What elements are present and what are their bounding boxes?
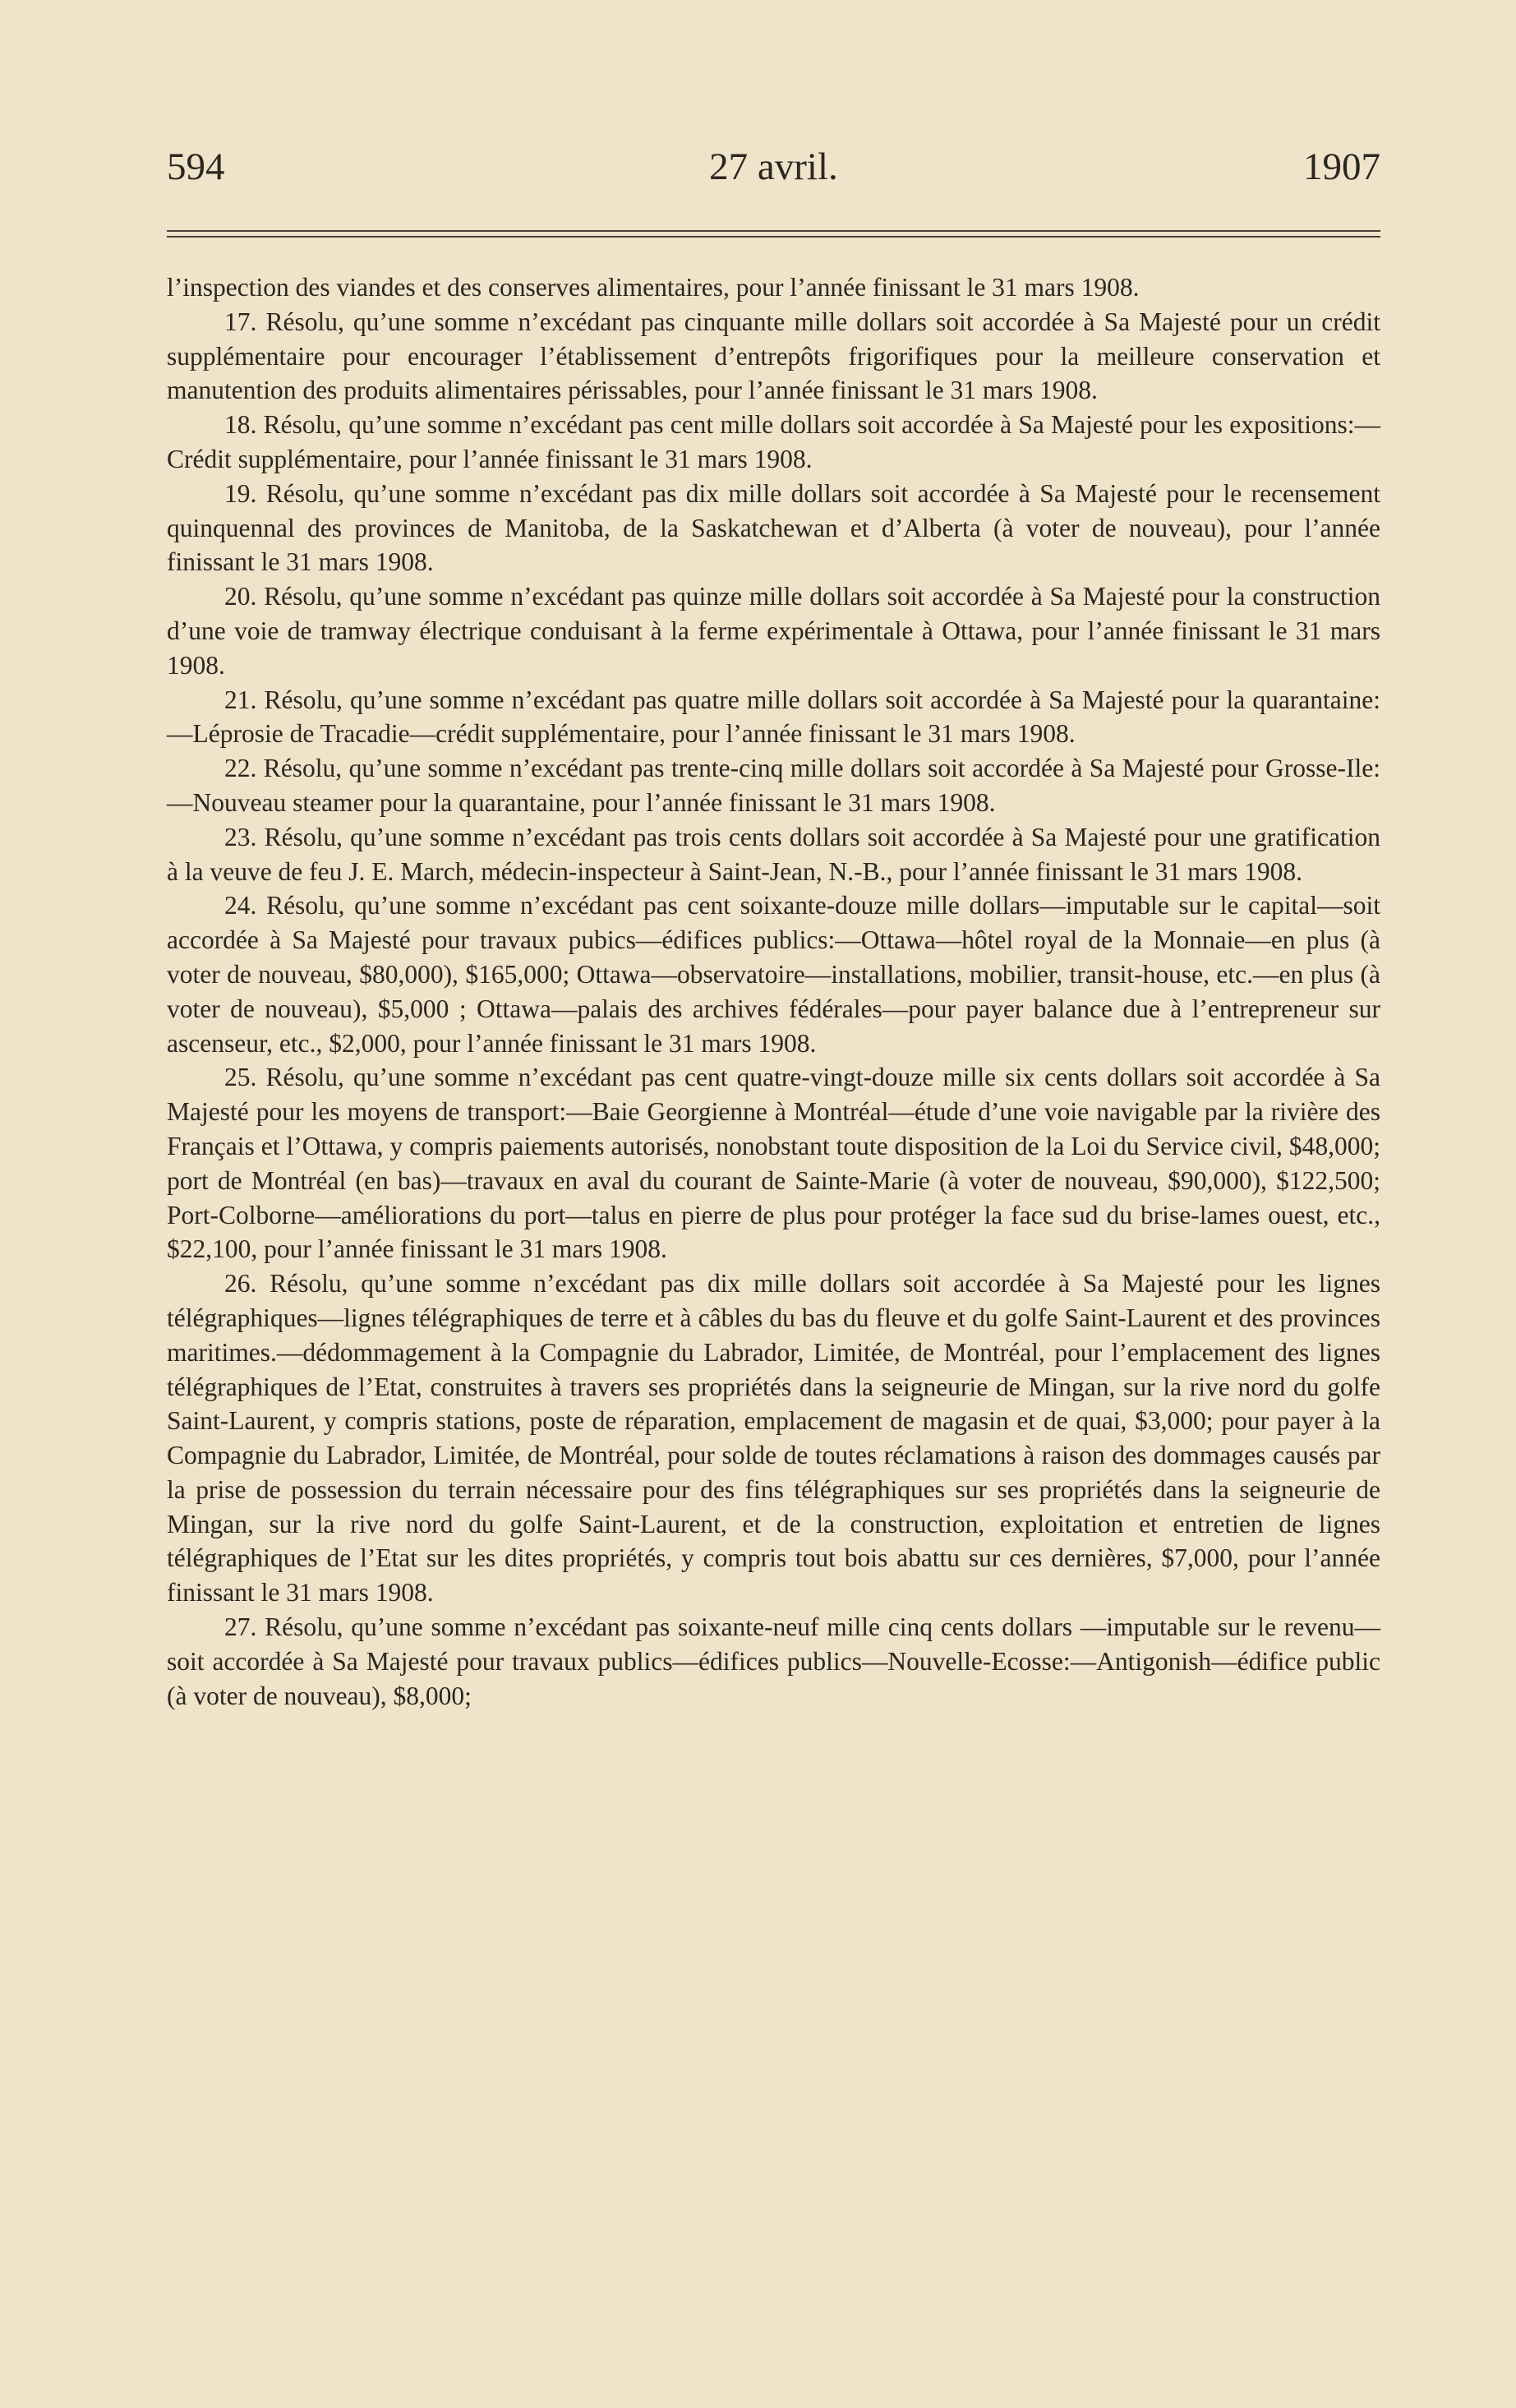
paragraph-26: 26. Résolu, qu’une somme n’excédant pas dix mille dollars soit accordée à Sa Majesté pour les lignes télégraphiques—lignes télégraphiques de terre et à câbles du bas du fleuve et du golfe Saint-Laurent et des provinces maritimes.—dédommagement à la Compagnie du Labrador, Limitée, de Montréal, pour l’emplacement des lignes télégraphiques de l’Etat, construites à travers ses propriétés dans la seigneurie de Mingan, sur la rive nord du golfe Saint-Laurent, y compris stations, poste de réparation, emplacement de magasin et de quai, $3,000; pour payer à la Compagnie du Labrador, Limitée, de Montréal, pour solde de toutes réclamations à raison des dommages causés par la prise de possession du terrain nécessaire pour des fins télégraphiques sur ses propriétés dans la seigneurie de Mingan, sur la rive nord du golfe Saint-Laurent, et de la construction, exploitation et entretien de lignes télégraphiques de l’Etat sur les dites propriétés, y compris tout bois abattu sur ces dernières, $7,000, pour l’année finissant le 31 mars 1908. xyxy=(167,1269,1380,1608)
paragraph-27: 27. Résolu, qu’une somme n’excédant pas soixante-neuf mille cinq cents dollars —imputable sur le revenu—soit accordée à Sa Majesté pour travaux publics—édifices publics—Nouvelle-Ecosse:—Antigonish—édifice public (à voter de nouveau), $8,000; xyxy=(167,1612,1380,1710)
paragraph-24: 24. Résolu, qu’une somme n’excédant pas cent soixante-douze mille dollars—imputable sur le capital—soit accordée à Sa Majesté pour travaux pubics—édifices publics:—Ottawa—hôtel royal de la Monnaie—en plus (à voter de nouveau, $80,000), $165,000; Ottawa—observatoire—installations, mobilier, transit-house, etc.—en plus (à voter de nouveau), $5,000 ; Ottawa—palais des archives fédérales—pour payer balance due à l’entrepreneur sur ascenseur, etc., $2,000, pour l’année finissant le 31 mars 1908. xyxy=(167,891,1380,1058)
page-date: 27 avril. xyxy=(709,145,838,188)
paragraph-19: 19. Résolu, qu’une somme n’excédant pas dix mille dollars soit accordée à Sa Majesté pour le recensement quinquennal des provinces de Manitoba, de la Saskatchewan et d’Alberta (à voter de nouveau), pour l’année finissant le 31 mars 1908. xyxy=(167,478,1380,577)
paragraph-21: 21. Résolu, qu’une somme n’excédant pas quatre mille dollars soit accordée à Sa Majesté pour la quarantaine:—Léprosie de Tracadie—crédit supplémentaire, pour l’année finissant le 31 mars 1908. xyxy=(167,685,1380,749)
paragraph-continuation: l’inspection des viandes et des conserves alimentaires, pour l’année finissant le 31 mars 1908. xyxy=(167,273,1140,302)
page-year: 1907 xyxy=(1303,145,1380,188)
header-rule-top xyxy=(167,230,1380,232)
page-header xyxy=(167,145,1380,205)
paragraph-17: 17. Résolu, qu’une somme n’excédant pas cinquante mille dollars soit accordée à Sa Majesté pour un crédit supplémentaire pour encourager l’établissement d’entrepôts frigorifiques pour la meilleure conservation et manutention des produits alimentaires périssables, pour l’année finissant le 31 mars 1908. xyxy=(167,307,1380,405)
paragraph-20: 20. Résolu, qu’une somme n’excédant pas quinze mille dollars soit accordée à Sa Majesté pour la construction d’une voie de tramway électrique conduisant à la ferme expérimentale à Ottawa, pour l’année finissant le 31 mars 1908. xyxy=(167,582,1380,680)
paragraph-23: 23. Résolu, qu’une somme n’excédant pas trois cents dollars soit accordée à Sa Majesté pour une gratification à la veuve de feu J. E. March, médecin-inspecteur à Saint-Jean, N.-B., pour l’année finissant le 31 mars 1908. xyxy=(167,822,1380,886)
page-number: 594 xyxy=(167,145,225,188)
paragraph-25: 25. Résolu, qu’une somme n’excédant pas cent quatre-vingt-douze mille six cents dollars soit accordée à Sa Majesté pour les moyens de transport:—Baie Georgienne à Montréal—étude d’une voie navigable par la rivière des Français et l’Ottawa, y compris paiements autorisés, nonobstant toute disposition de la Loi du Service civil, $48,000; port de Montréal (en bas)—travaux en aval du courant de Sainte-Marie (à voter de nouveau, $90,000), $122,500; Port-Colborne—améliorations du port—talus en pierre de plus pour protéger la face sud du brise-lames ouest, etc., $22,100, pour l’année finissant le 31 mars 1908. xyxy=(167,1063,1380,1264)
body-text xyxy=(167,270,1380,1713)
header-rule-bottom xyxy=(167,236,1380,238)
paragraph-22: 22. Résolu, qu’une somme n’excédant pas trente-cinq mille dollars soit accordée à Sa Majesté pour Grosse-Ile:—Nouveau steamer pour la quarantaine, pour l’année finissant le 31 mars 1908. xyxy=(167,754,1380,817)
paragraph-18: 18. Résolu, qu’une somme n’excédant pas cent mille dollars soit accordée à Sa Majesté pour les expositions:—Crédit supplémentaire, pour l’année finissant le 31 mars 1908. xyxy=(167,410,1380,473)
